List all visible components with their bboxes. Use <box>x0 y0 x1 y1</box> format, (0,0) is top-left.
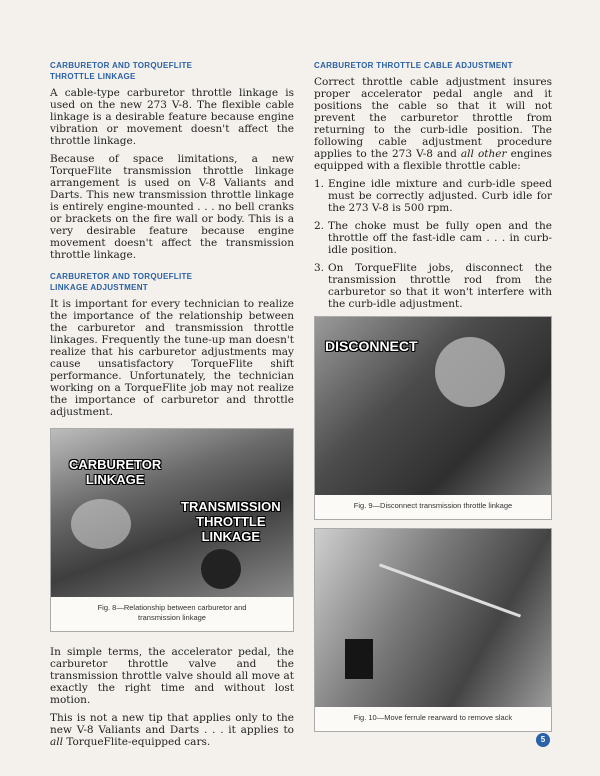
figure-10-caption: Fig. 10—Move ferrule rearward to remove slack <box>353 713 513 722</box>
list-item: 3. On TorqueFlite jobs, disconnect the transmission throttle rod from the carburetor so that it won't interfere with the curb-idle adjustment. <box>314 262 552 310</box>
right-column <box>314 60 552 732</box>
paragraph: In simple terms, the accelerator pedal, the carburetor throttle valve and the transmission throttle valve should all move at exactly the right time and without lost motion. <box>50 646 294 706</box>
figure-10-photo <box>315 529 551 707</box>
paragraph: Because of space limitations, a new TorqueFlite transmission throttle linkage arrangement is used on V-8 Valiants and Darts. This new transmission throttle linkage is entirely engine-mounted . . . no bell cranks or brackets on the fire wall or body. This is a very desirable feature because engine movement doesn't affect the transmission throttle linkage. <box>50 153 294 261</box>
paragraph: Correct throttle cable adjustment insures proper accelerator pedal angle and it positions the cable so that it will not prevent the carburetor throttle from returning to the curb-idle position. The following cable adjustment procedure applies to the 273 V-8 and all other engines equipped with a flexible throttle cable: <box>314 76 553 172</box>
figure-8 <box>50 428 294 632</box>
figure-8-label-carburetor: CARBURETOR LINKAGE <box>69 457 162 487</box>
figure-8-label-transmission: TRANSMISSION THROTTLE LINKAGE <box>181 499 281 544</box>
figure-9-label-disconnect: DISCONNECT <box>325 338 418 354</box>
heading-line: LINKAGE ADJUSTMENT <box>50 283 148 292</box>
figure-8-caption: Fig. 8—Relationship between carburetor and transmission linkage <box>97 603 247 622</box>
left-column <box>50 60 294 754</box>
section-heading-linkage <box>50 60 294 82</box>
list-item: 2. The choke must be fully open and the throttle off the fast-idle cam . . . in curb-idle position. <box>314 220 552 256</box>
figure-9-photo <box>315 317 551 495</box>
page-number-badge: 5 <box>536 733 550 747</box>
paragraph: It is important for every technician to realize the importance of the relationship between the carburetor and transmission throttle linkages. Frequently the tune-up man doesn't realize that his carburetor adjustments may cause unsatisfactory TorqueFlite shift performance. Unfortunately, the technician working on a TorqueFlite job may not realize the importance of carburetor and throttle adjustment. <box>50 298 294 418</box>
figure-9 <box>314 316 552 520</box>
heading-line: CARBURETOR AND TORQUEFLITE <box>50 272 193 281</box>
figure-9-caption: Fig. 9—Disconnect transmission throttle linkage <box>353 501 513 510</box>
list-item: 1. Engine idle mixture and curb-idle speed must be correctly adjusted. Curb idle for the 273 V-8 is 500 rpm. <box>314 178 552 214</box>
section-heading-adjustment <box>50 271 294 293</box>
paragraph: This is not a new tip that applies only to the new V-8 Valiants and Darts . . . it applies to all TorqueFlite-equipped cars. <box>50 712 294 748</box>
figure-8-photo <box>51 429 293 597</box>
heading-line: THROTTLE LINKAGE <box>50 72 136 81</box>
paragraph: A cable-type carburetor throttle linkage is used on the new 273 V-8. The flexible cable linkage is a desirable feature because engine vibration or movement doesn't affect the throttle linkage. <box>50 87 294 147</box>
section-heading-cable-adjustment: CARBURETOR THROTTLE CABLE ADJUSTMENT <box>314 61 513 70</box>
adjustment-steps <box>314 178 552 310</box>
heading-line: CARBURETOR AND TORQUEFLITE <box>50 61 193 70</box>
figure-10 <box>314 528 552 732</box>
